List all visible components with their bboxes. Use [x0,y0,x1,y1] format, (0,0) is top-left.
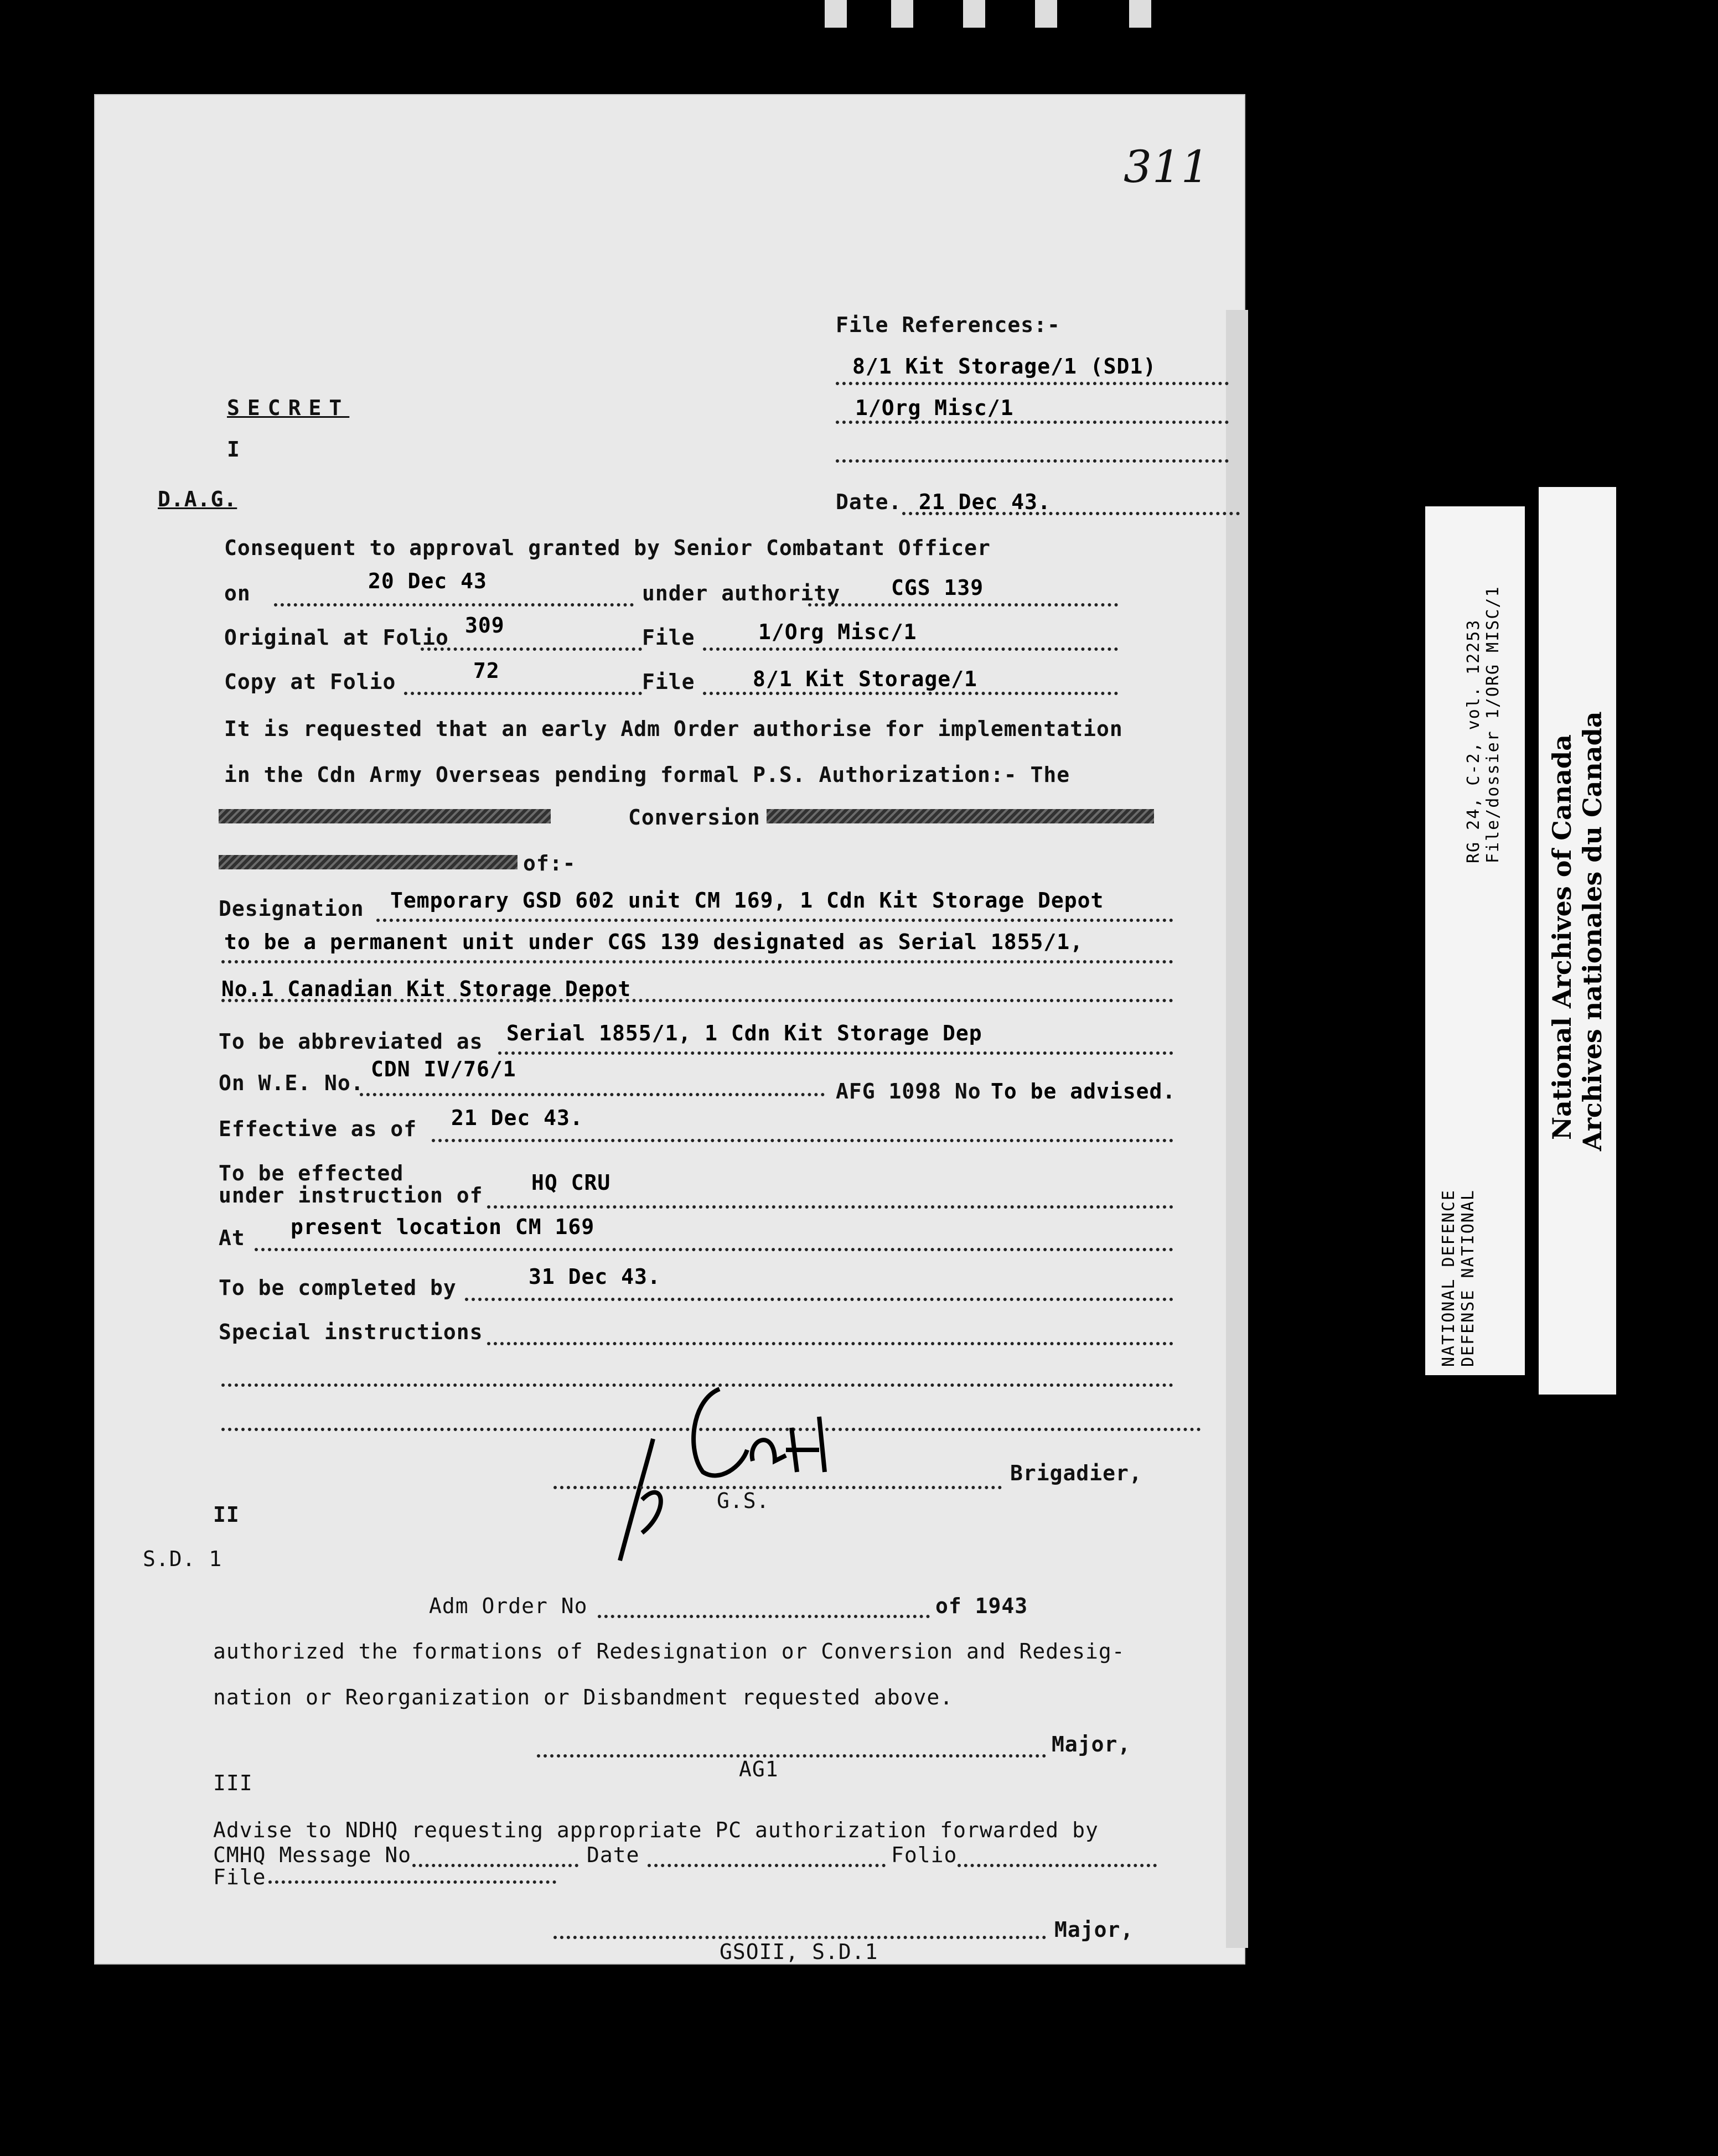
section-iii: III [213,1771,253,1795]
film-edge-marks [819,0,1179,33]
nac-french: Archives nationales du Canada [1577,711,1607,1151]
major-title-2: Major, [1054,1917,1134,1942]
consequent-line: Consequent to approval granted by Senior Combatant Officer [224,536,991,560]
effective-value: 21 Dec 43. [451,1106,583,1130]
advise-folio-label: Folio [891,1843,958,1867]
request-line-1: It is requested that an early Adm Order authorise for implementation [224,717,1123,741]
abbrev-value: Serial 1855/1, 1 Cdn Kit Storage Dep [506,1021,982,1045]
file-ref-1: 8/1 Kit Storage/1 (SD1) [852,354,1157,379]
abbrev-label: To be abbreviated as [219,1029,483,1054]
advise-msg-label: CMHQ Message No [213,1843,412,1867]
copy-file-label: File [642,670,695,694]
advise-line-1: Advise to NDHQ requesting appropriate PC authorization forwarded by [213,1818,1099,1842]
afg-value: To be advised. [991,1079,1176,1103]
gs-label: G.S. [717,1489,770,1513]
page-edge [1226,310,1248,1948]
designation-value: Temporary GSD 602 unit CM 169, 1 Cdn Kit Storage Depot [390,888,1104,913]
on-value: 20 Dec 43 [368,569,487,593]
archive-ref-1: RG 24, C-2, vol. 12253 [1464,619,1483,863]
struck-out-text [767,809,1154,823]
at-value: present location CM 169 [291,1215,595,1239]
section-i: I [227,437,240,462]
afg-label: AFG 1098 No [836,1079,981,1103]
we-value: CDN IV/76/1 [371,1057,516,1081]
authorized-line-1: authorized the formations of Redesignation or Conversion and Redesig- [213,1639,1125,1663]
ag1-label: AG1 [739,1757,779,1781]
authorized-line-2: nation or Reorganization or Disbandment requested above. [213,1685,954,1709]
copy-file: 8/1 Kit Storage/1 [753,667,977,691]
copy-folio: 72 [473,659,500,683]
addressee: D.A.G. [158,487,237,511]
national-defence-1: NATIONAL DEFENCE [1439,1189,1458,1367]
request-line-2: in the Cdn Army Overseas pending formal P.S. Authorization:- The [224,763,1070,787]
struck-out-text [219,855,518,869]
page-number: 311 [1124,141,1210,193]
major-title-1: Major, [1052,1732,1131,1756]
national-defence-2: DEFENSE NATIONAL [1458,1189,1478,1367]
original-folio: 309 [465,613,505,638]
effected-label-2: under instruction of [219,1183,483,1207]
archive-ref-2: File/dossier 1/ORG MISC/1 [1483,585,1503,863]
adm-order-label: Adm Order No [429,1594,588,1618]
file-ref-2: 1/Org Misc/1 [855,396,1014,420]
brigadier-title: Brigadier, [1010,1461,1142,1485]
under-authority-value: CGS 139 [891,576,984,600]
file-references-label: File References:- [836,313,1060,337]
date-value: 21 Dec 43. [919,490,1051,514]
completed-value: 31 Dec 43. [529,1264,661,1289]
at-label: At [219,1226,245,1250]
sd1-margin: S.D. 1 [143,1547,222,1571]
designation-line-3: No.1 Canadian Kit Storage Depot [221,977,632,1001]
struck-out-text [219,809,551,823]
section-ii: II [213,1502,240,1527]
designation-label: Designation [219,896,364,921]
under-authority-label: under authority [642,581,841,605]
date-label: Date. [836,490,902,514]
advise-file-label: File [213,1865,266,1889]
original-file: 1/Org Misc/1 [758,620,917,644]
effected-label-1: To be effected [219,1161,404,1185]
special-label: Special instructions [219,1320,483,1344]
gsoii-label: GSOII, S.D.1 [720,1940,878,1964]
completed-label: To be completed by [219,1276,457,1300]
nac-english: National Archives of Canada [1547,734,1577,1140]
effective-label: Effective as of [219,1117,417,1141]
advise-date-label: Date [587,1843,640,1867]
original-file-label: File [642,625,695,650]
on-label: on [224,581,251,605]
effected-value: HQ CRU [531,1170,611,1195]
signature [609,1367,858,1577]
conversion-word: Conversion [628,805,760,830]
of-1943: of 1943 [935,1594,1028,1618]
secret-heading: SECRET [227,396,350,420]
original-label: Original at Folio [224,625,449,650]
of-word: of:- [523,851,576,875]
copy-label: Copy at Folio [224,670,396,694]
designation-line-2: to be a permanent unit under CGS 139 designated as Serial 1855/1, [224,930,1084,954]
we-label: On W.E. No. [219,1071,364,1095]
